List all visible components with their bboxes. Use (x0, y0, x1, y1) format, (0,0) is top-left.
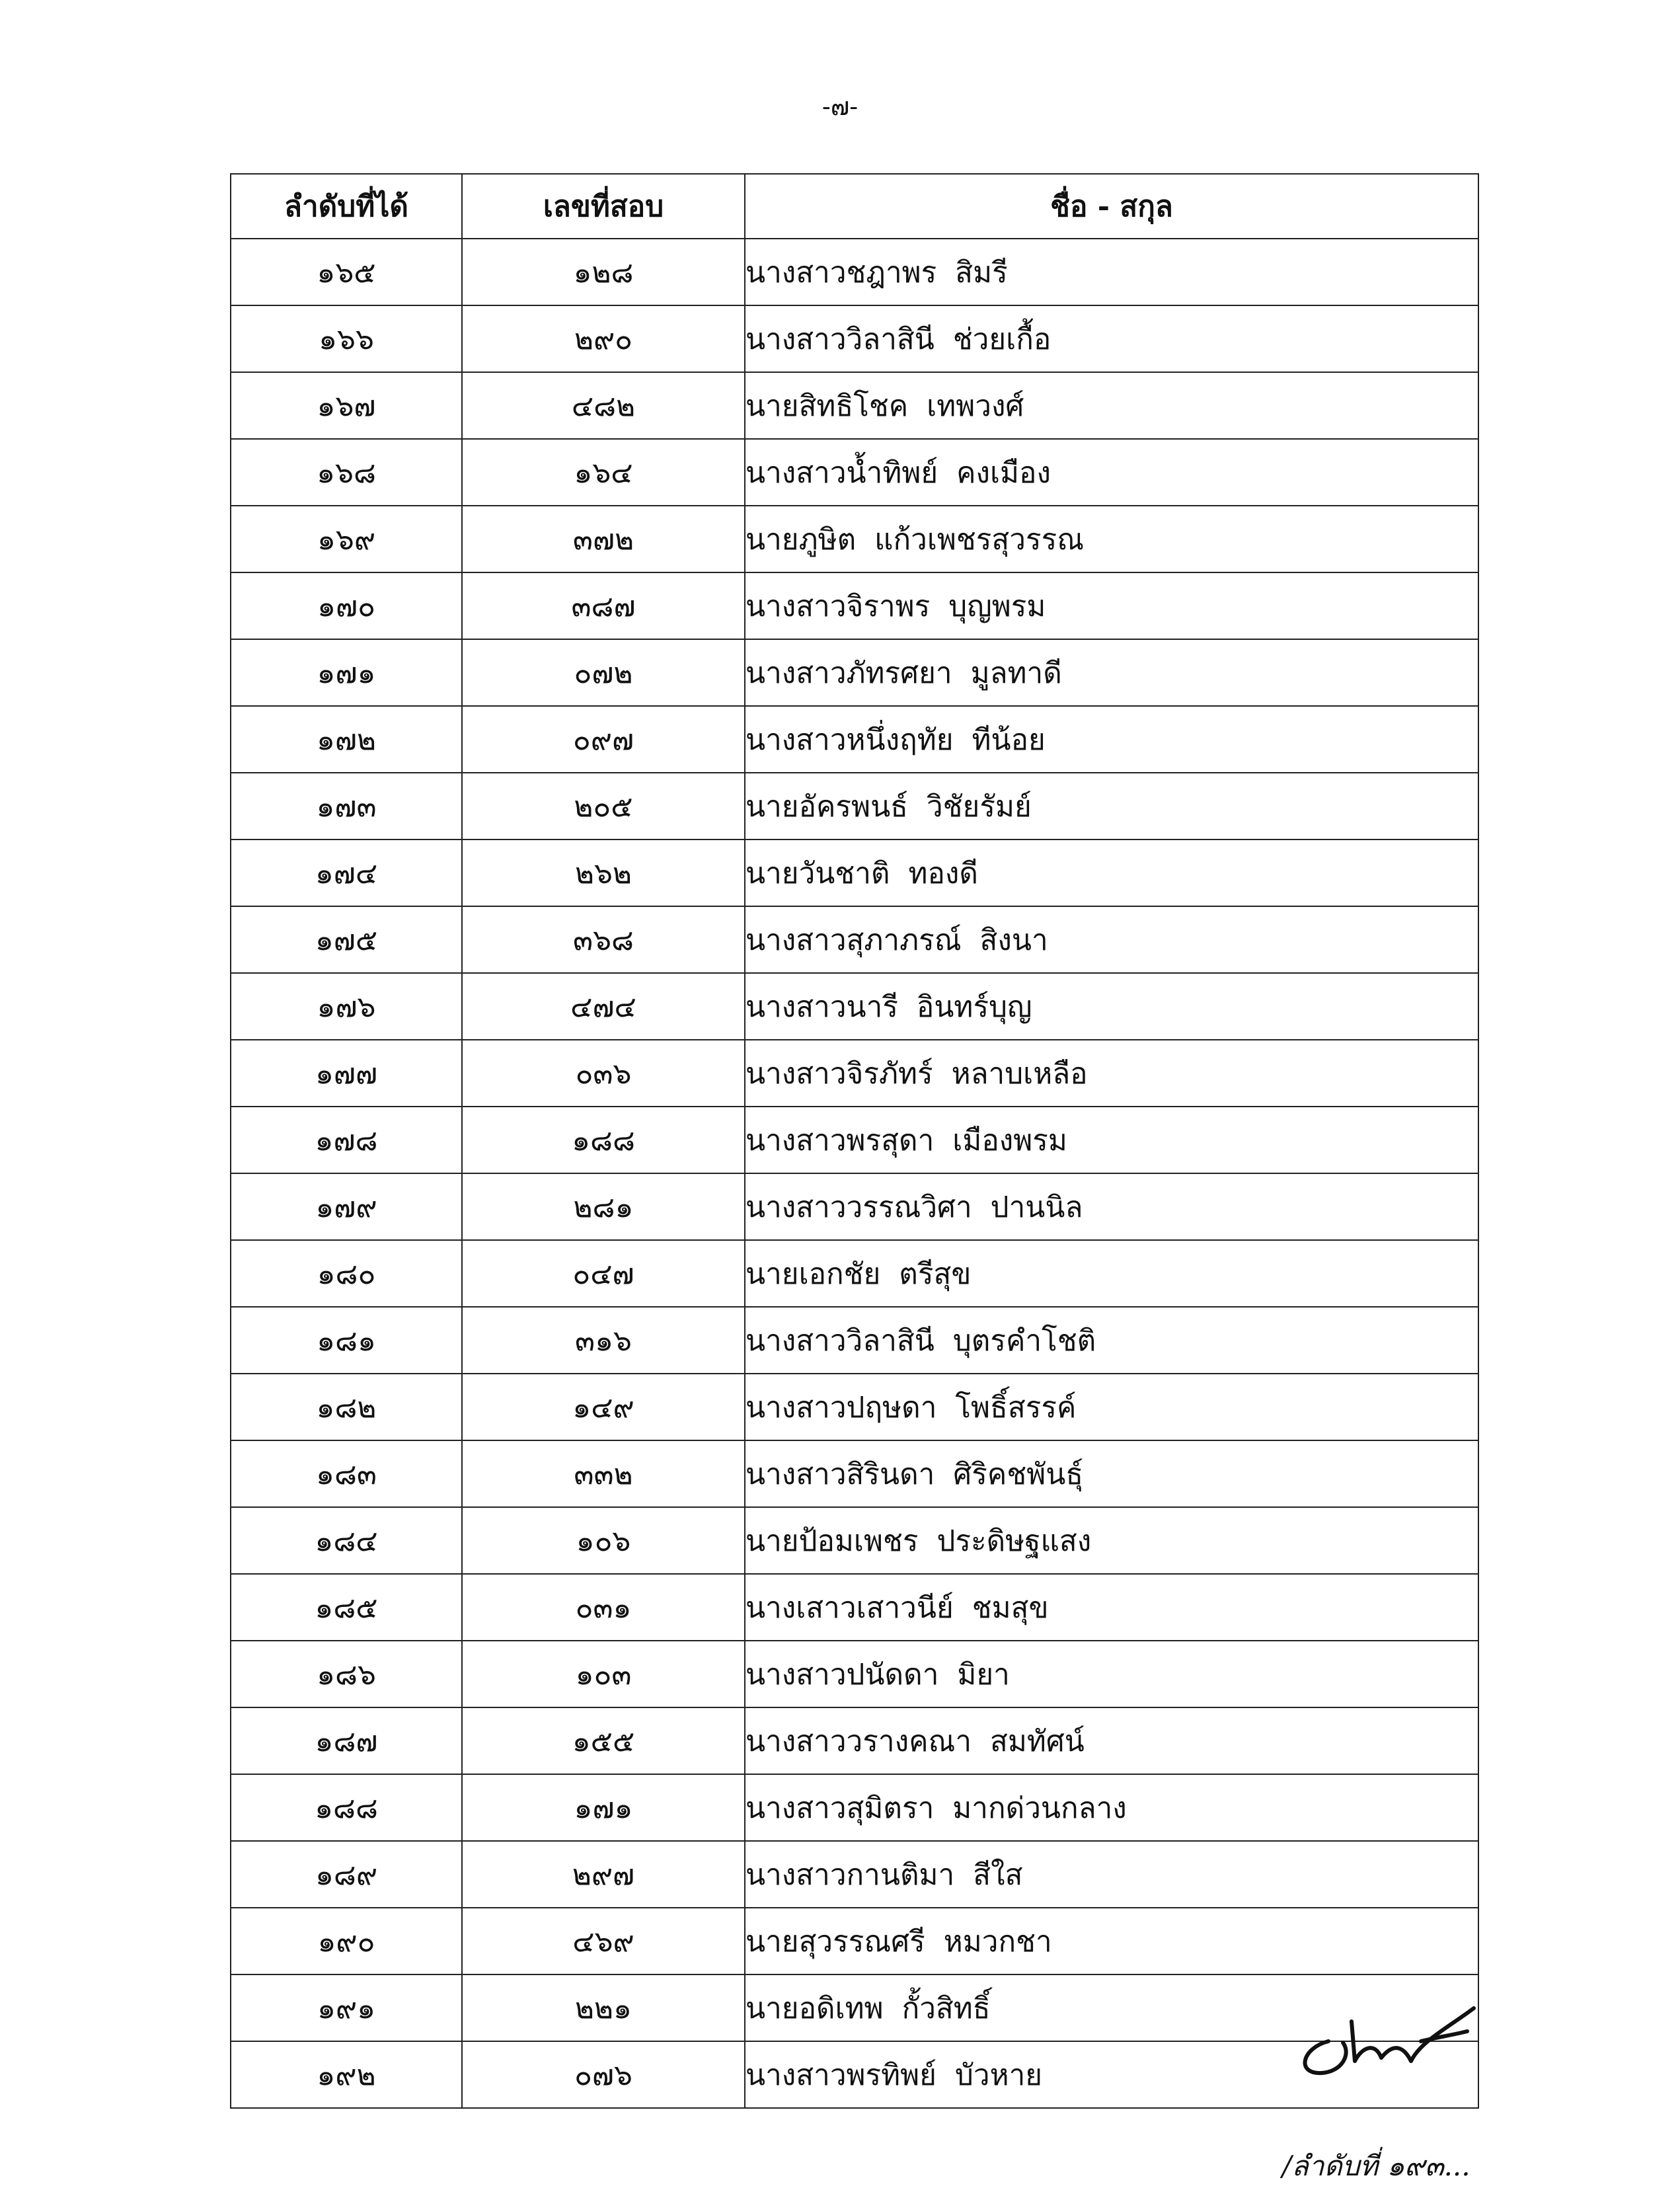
table-row (231, 439, 1478, 506)
name-cell (745, 1841, 1478, 1908)
full-name: นางสาวปนัดดา มิยา (745, 1657, 1010, 1692)
exam-number-cell: ๔๗๔ (462, 973, 745, 1040)
rank-cell: ๑๙๑ (231, 1974, 462, 2041)
rank-cell: ๑๗๒ (231, 706, 462, 773)
name-cell (745, 706, 1478, 773)
name-cell (745, 506, 1478, 572)
table-row (231, 706, 1478, 773)
full-name: นายป้อมเพชร ประดิษฐแสง (745, 1524, 1092, 1558)
exam-number-cell: ๐๔๗ (462, 1240, 745, 1307)
name-cell (745, 1374, 1478, 1440)
exam-number-cell: ๐๓๖ (462, 1040, 745, 1107)
table-header-row (231, 174, 1478, 239)
table-row (231, 906, 1478, 973)
full-name: นางสาวจิราพร บุญพรม (745, 589, 1046, 623)
rank-cell: ๑๘๖ (231, 1641, 462, 1707)
results-table (230, 173, 1479, 2109)
table-row (231, 1240, 1478, 1307)
table-row (231, 1307, 1478, 1374)
rank-cell: ๑๘๒ (231, 1374, 462, 1440)
exam-number-cell: ๐๗๖ (462, 2041, 745, 2108)
name-cell (745, 1440, 1478, 1507)
table-row (231, 1173, 1478, 1240)
exam-number-cell: ๒๐๕ (462, 773, 745, 840)
name-cell (745, 1240, 1478, 1307)
full-name: นางสาวปฤษดา โพธิ์สรรค์ (745, 1390, 1077, 1425)
signature-mark (1289, 2002, 1480, 2088)
full-name: นางสาววรางคณา สมทัศน์ (745, 1724, 1085, 1758)
exam-number-cell: ๑๐๓ (462, 1641, 745, 1707)
table-row (231, 305, 1478, 372)
name-cell (745, 1507, 1478, 1574)
full-name: นายภูษิต แก้วเพชรสุวรรณ (745, 522, 1085, 557)
name-cell (745, 305, 1478, 372)
rank-cell: ๑๗๘ (231, 1107, 462, 1173)
exam-number-cell: ๒๒๑ (462, 1974, 745, 2041)
rank-cell: ๑๗๓ (231, 773, 462, 840)
rank-cell: ๑๙๒ (231, 2041, 462, 2108)
table-row (231, 506, 1478, 572)
full-name: นางสาวพรสุดา เมืองพรม (745, 1123, 1067, 1157)
exam-number-cell: ๓๖๘ (462, 906, 745, 973)
table-body (231, 239, 1478, 2108)
exam-number-cell: ๑๔๙ (462, 1374, 745, 1440)
full-name: นายเอกชัย ตรีสุข (745, 1257, 972, 1291)
rank-cell: ๑๗๐ (231, 572, 462, 639)
name-cell (745, 773, 1478, 840)
table-row (231, 773, 1478, 840)
full-name: นางสาวหนึ่งฤทัย ทีน้อย (745, 723, 1046, 757)
exam-number-cell: ๒๙๐ (462, 305, 745, 372)
table-row (231, 572, 1478, 639)
name-cell (745, 1040, 1478, 1107)
table-row (231, 1774, 1478, 1841)
exam-number-cell: ๑๘๘ (462, 1107, 745, 1173)
name-cell (745, 1774, 1478, 1841)
rank-cell: ๑๘๓ (231, 1440, 462, 1507)
rank-cell: ๑๖๙ (231, 506, 462, 572)
full-name: นางสาวนารี อินทร์บุญ (745, 990, 1032, 1024)
exam-number-cell: ๑๕๕ (462, 1707, 745, 1774)
full-name: นางสาวชฎาพร สิมรี (745, 255, 1008, 290)
rank-cell: ๑๘๐ (231, 1240, 462, 1307)
table-row (231, 1507, 1478, 1574)
rank-cell: ๑๘๙ (231, 1841, 462, 1908)
full-name: นางสาวสุภาภรณ์ สิงนา (745, 923, 1048, 957)
exam-number-cell: ๒๙๗ (462, 1841, 745, 1908)
exam-number-cell: ๑๗๑ (462, 1774, 745, 1841)
rank-cell: ๑๘๑ (231, 1307, 462, 1374)
name-cell (745, 1707, 1478, 1774)
name-cell (745, 1574, 1478, 1641)
rank-cell: ๑๘๗ (231, 1707, 462, 1774)
full-name: นางสาววรรณวิศา ปานนิล (745, 1190, 1083, 1224)
rank-cell: ๑๙๐ (231, 1908, 462, 1974)
full-name: นายสิทธิโชค เทพวงศ์ (745, 389, 1024, 423)
full-name: นายอัครพนธ์ วิชัยรัมย์ (745, 789, 1032, 824)
rank-cell: ๑๖๗ (231, 372, 462, 439)
table-row (231, 1574, 1478, 1641)
page-number: -๗- (821, 92, 859, 121)
name-cell (745, 1307, 1478, 1374)
header-rank: ลำดับที่ได้ (231, 174, 462, 239)
name-cell (745, 239, 1478, 305)
full-name: นายสุวรรณศรี หมวกชา (745, 1924, 1052, 1959)
full-name: นางสาวกานติมา สีใส (745, 1857, 1023, 1892)
header-full-name: ชื่อ - สกุล (745, 174, 1478, 239)
rank-cell: ๑๖๖ (231, 305, 462, 372)
exam-number-cell: ๒๘๑ (462, 1173, 745, 1240)
table-row (231, 372, 1478, 439)
name-cell (745, 973, 1478, 1040)
rank-cell: ๑๗๑ (231, 639, 462, 706)
table-row (231, 639, 1478, 706)
full-name: นายอดิเทพ กั้วสิทธิ์ (745, 1991, 991, 2025)
exam-number-cell: ๓๑๖ (462, 1307, 745, 1374)
name-cell (745, 906, 1478, 973)
name-cell (745, 840, 1478, 906)
exam-number-cell: ๑๐๖ (462, 1507, 745, 1574)
exam-number-cell: ๓๘๗ (462, 572, 745, 639)
full-name: นางเสาวเสาวนีย์ ชมสุข (745, 1590, 1049, 1625)
rank-cell: ๑๗๖ (231, 973, 462, 1040)
name-cell (745, 1107, 1478, 1173)
name-cell (745, 1641, 1478, 1707)
exam-number-cell: ๑๖๔ (462, 439, 745, 506)
name-cell (745, 1173, 1478, 1240)
exam-number-cell: ๐๙๗ (462, 706, 745, 773)
rank-cell: ๑๗๗ (231, 1040, 462, 1107)
exam-number-cell: ๒๖๒ (462, 840, 745, 906)
full-name: นายวันชาติ ทองดี (745, 856, 978, 890)
continuation-note: /ลำดับที่ ๑๙๓... (1282, 2150, 1470, 2182)
exam-number-cell: ๑๒๘ (462, 239, 745, 305)
table-row (231, 840, 1478, 906)
name-cell (745, 1908, 1478, 1974)
name-cell (745, 439, 1478, 506)
rank-cell: ๑๘๘ (231, 1774, 462, 1841)
rank-cell: ๑๖๕ (231, 239, 462, 305)
rank-cell: ๑๗๙ (231, 1173, 462, 1240)
rank-cell: ๑๘๔ (231, 1507, 462, 1574)
rank-cell: ๑๗๔ (231, 840, 462, 906)
full-name: นางสาวสิรินดา ศิริคชพันธุ์ (745, 1457, 1084, 1491)
header-exam-number: เลขที่สอบ (462, 174, 745, 239)
exam-number-cell: ๔๖๙ (462, 1908, 745, 1974)
rank-cell: ๑๖๘ (231, 439, 462, 506)
full-name: นางสาววิลาสินี ช่วยเกื้อ (745, 322, 1051, 356)
full-name: นางสาวจิรภัทร์ หลาบเหลือ (745, 1056, 1088, 1091)
full-name: นางสาวภัทรศยา มูลทาดี (745, 656, 1062, 690)
table-row (231, 1440, 1478, 1507)
rank-cell: ๑๘๕ (231, 1574, 462, 1641)
exam-number-cell: ๓๓๒ (462, 1440, 745, 1507)
table-row (231, 1040, 1478, 1107)
name-cell (745, 572, 1478, 639)
table-row (231, 1908, 1478, 1974)
table-row (231, 239, 1478, 305)
rank-cell: ๑๗๕ (231, 906, 462, 973)
table-row (231, 1707, 1478, 1774)
exam-number-cell: ๔๘๒ (462, 372, 745, 439)
full-name: นางสาวพรทิพย์ บัวหาย (745, 2058, 1043, 2092)
full-name: นางสาวสุมิตรา มากด่วนกลาง (745, 1791, 1127, 1825)
table-row (231, 1374, 1478, 1440)
full-name: นางสาววิลาสินี บุตรคำโชติ (745, 1323, 1096, 1358)
exam-number-cell: ๓๗๒ (462, 506, 745, 572)
table-row (231, 1107, 1478, 1173)
table-row (231, 973, 1478, 1040)
full-name: นางสาวน้ำทิพย์ คงเมือง (745, 455, 1051, 490)
name-cell (745, 639, 1478, 706)
name-cell (745, 372, 1478, 439)
table-row (231, 1841, 1478, 1908)
exam-number-cell: ๐๓๑ (462, 1574, 745, 1641)
table-row (231, 1641, 1478, 1707)
exam-number-cell: ๐๗๒ (462, 639, 745, 706)
